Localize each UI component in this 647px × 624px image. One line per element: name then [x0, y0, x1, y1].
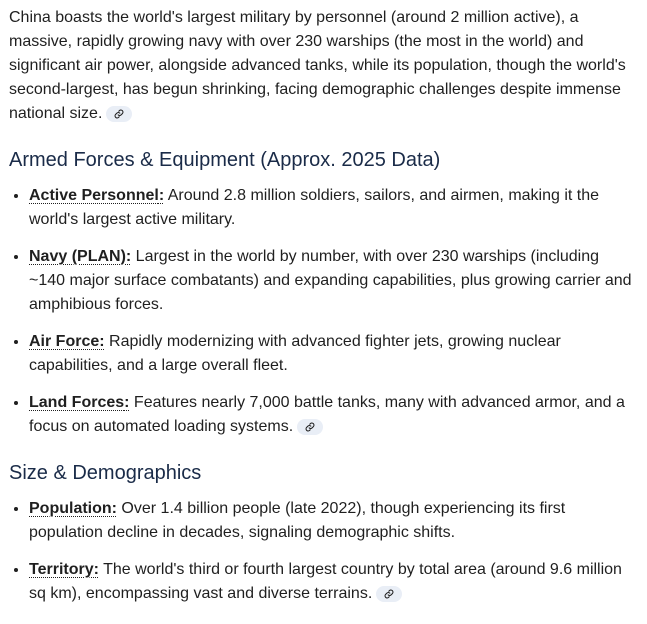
- list-item: [29, 391, 638, 439]
- list-item: [29, 558, 638, 606]
- term-air-force[interactable]: Air Force:: [29, 333, 105, 350]
- list-item: [29, 184, 638, 232]
- intro-paragraph: [9, 6, 638, 126]
- item-text: Around 2.8 million soldiers, sailors, and airmen, making it the world's largest active military.: [29, 187, 600, 228]
- term-population[interactable]: Population:: [29, 500, 117, 517]
- intro-text: China boasts the world's largest military by personnel (around 2 million active), a massive, rapidly growing navy with over 230 warships (the most in the world) and significant air power, alongside advanced tanks, while its population, though the world's second-largest, has begun shrinking, facing demographic challenges despite immense national size.: [9, 9, 626, 122]
- source-link-chip[interactable]: [297, 419, 323, 435]
- term-territory[interactable]: Territory:: [29, 561, 99, 578]
- section-heading-armed-forces: Armed Forces & Equipment (Approx. 2025 Data): [9, 149, 441, 171]
- link-icon: [114, 109, 124, 119]
- item-text: The world's third or fourth largest country by total area (around 9.6 million sq km), encompassing vast and diverse terrains.: [29, 561, 622, 602]
- item-text: Over 1.4 billion people (late 2022), though experiencing its first population decline in decades, signaling demographic shifts.: [29, 500, 566, 541]
- source-link-chip[interactable]: [376, 586, 402, 602]
- list-item: [29, 497, 638, 545]
- link-icon: [384, 589, 394, 599]
- item-text: Largest in the world by number, with over 230 warships (including ~140 major surface combatants) and expanding capabilities, plus growing carrier and amphibious forces.: [29, 248, 632, 313]
- list-item: [29, 245, 638, 317]
- term-land-forces[interactable]: Land Forces:: [29, 394, 130, 411]
- list-item: [29, 330, 638, 378]
- item-text: Features nearly 7,000 battle tanks, many with advanced armor, and a focus on automated loading systems.: [29, 394, 625, 435]
- section-heading-size-demographics: Size & Demographics: [9, 462, 202, 484]
- link-icon: [305, 422, 315, 432]
- demographics-list: [9, 497, 638, 606]
- armed-forces-list: [9, 184, 638, 439]
- source-link-chip[interactable]: [106, 106, 132, 122]
- item-text: Rapidly modernizing with advanced fighter jets, growing nuclear capabilities, and a large overall fleet.: [29, 333, 561, 374]
- term-navy[interactable]: Navy (PLAN):: [29, 248, 132, 265]
- term-active-personnel[interactable]: Active Personnel:: [29, 187, 165, 204]
